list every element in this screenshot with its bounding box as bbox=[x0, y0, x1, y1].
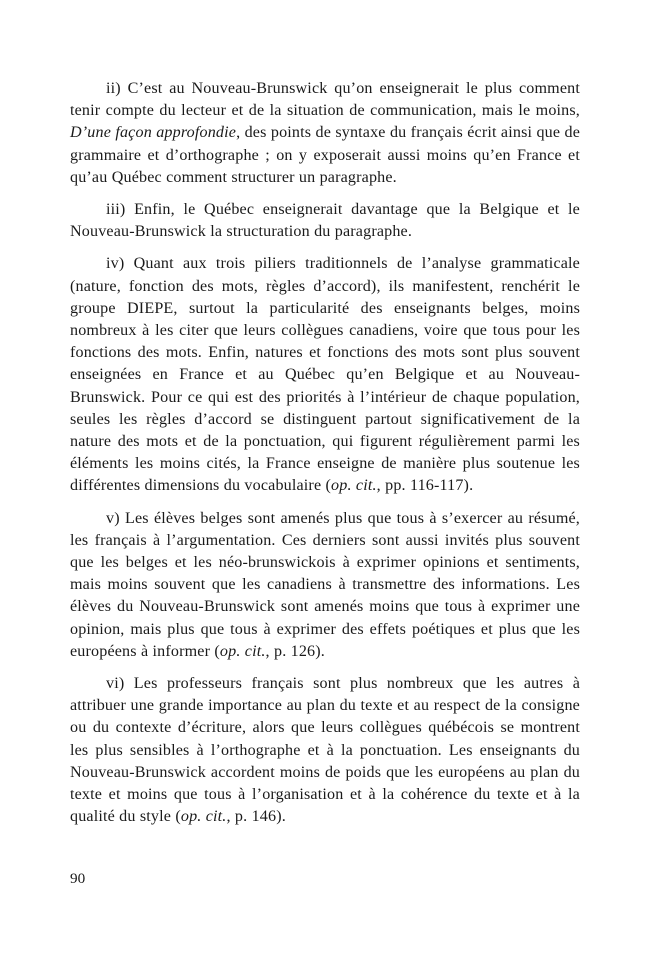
paragraph-iv bbox=[70, 253, 580, 497]
text-run: , p. 126). bbox=[265, 642, 325, 660]
citation-italic: op. cit. bbox=[331, 477, 377, 495]
page-number: 90 bbox=[70, 870, 86, 887]
paragraph-vi bbox=[70, 673, 580, 828]
text-run: , des points de syntaxe du français écrit ainsi que de grammaire et d’orthographe ; on y exposerait aussi moins qu’en France et qu’au Québec comment structurer un paragraphe. bbox=[70, 124, 581, 186]
citation-italic: D’une façon approfondie bbox=[70, 124, 237, 142]
text-run: v) Les élèves belges sont amenés plus que tous à s’exercer au résumé, les français à l’argumentation. Ces derniers sont aussi invités plus souvent que les belges et les néo-brunswickois à exprimer opinions et sentiments, mais moins souvent que les canadiens à transmettre des informations. Les élèves du Nouveau-Brunswick sont amenés moins que tous à exprimer une opinion, mais plus que tous à exprimer des effets poétiques et plus que les européens à informer ( bbox=[70, 509, 580, 660]
citation-italic: op. cit. bbox=[219, 642, 266, 660]
text-run: , pp. 116-117). bbox=[376, 477, 474, 495]
text-run: ii) C’est au Nouveau-Brunswick qu’on enseignerait le plus comment tenir compte du lecteur et de la situation de communication, mais le moins, bbox=[70, 80, 580, 120]
text-run: iv) Quant aux trois piliers traditionnels de l’analyse grammaticale (nature, fonction des mots, règles d’accord), ils manifestent, renchérit le groupe DIEPE, surtout la particularité des enseignants belges, moins nombreux à les citer que leurs collègues canadiens, voire que tous pour les fonctions des mots. Enfin, natures et fonctions des mots sont plus souvent enseignées en France et au Québec qu’en Belgique et au Nouveau-Brunswick. Pour ce qui est des priorités à l’intérieur de chaque population, seules les règles d’accord se distinguent partout significativement de la nature des mots et de la ponctuation, qui figurent régulièrement parmi les éléments les moins cités, la France enseigne de manière plus soutenue les différentes dimensions du vocabulaire ( bbox=[70, 255, 580, 495]
body-text-block bbox=[70, 78, 580, 829]
paragraph-v bbox=[70, 508, 580, 663]
text-run: vi) Les professeurs français sont plus nombreux que les autres à attribuer une grande importance au plan du texte et au respect de la consigne ou du contexte d’écriture, alors que leurs collègues québécois se montrent les plus sensibles à l’orthographe et à la ponctuation. Les enseignants du Nouveau-Brunswick accordent moins de poids que les européens au plan du texte et moins que tous à l’organisation et à la cohérence du texte et à la qualité du style ( bbox=[70, 675, 580, 826]
text-run: , p. 146). bbox=[226, 808, 286, 826]
paragraph-ii bbox=[70, 78, 580, 189]
citation-italic: op. cit. bbox=[180, 808, 227, 826]
paragraph-iii bbox=[70, 199, 580, 243]
text-run: iii) Enfin, le Québec enseignerait davantage que la Belgique et le Nouveau-Brunswick la structuration du paragraphe. bbox=[70, 201, 580, 241]
